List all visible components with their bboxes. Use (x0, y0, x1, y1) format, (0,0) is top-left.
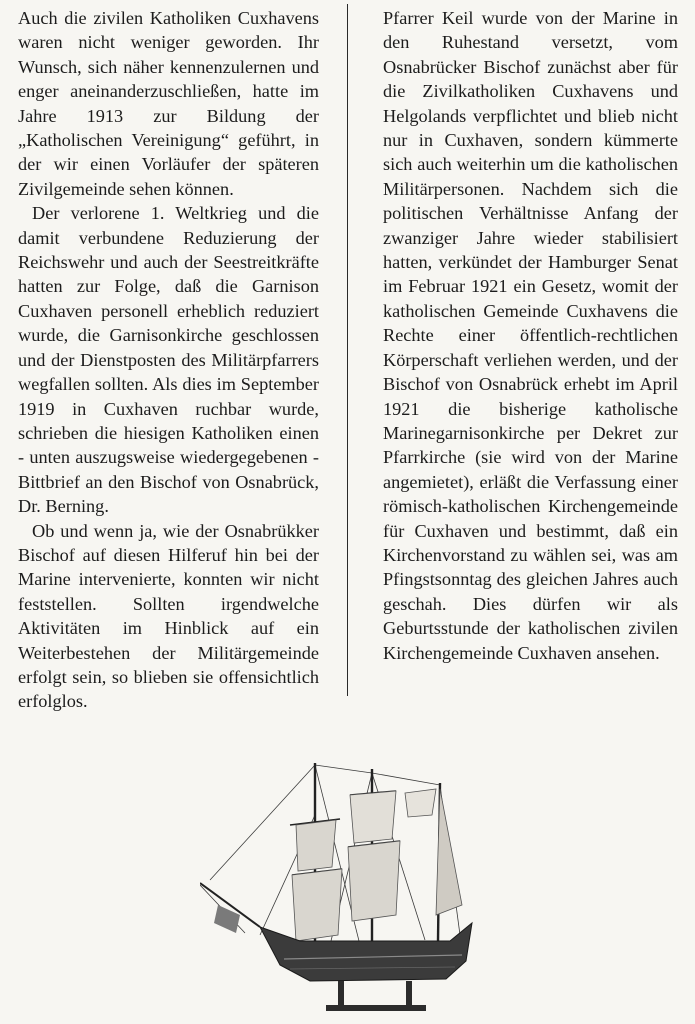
paragraph: Der verlorene 1. Weltkrieg und die damit verbundene Reduzierung der Reichswehr und auch der Seestreitkräfte hatten zur Folge, daß die Garnison Cuxhaven personell erheblich reduziert wurde, die Garnisonkirche geschlossen und der Dienstposten des Militärpfarrers wegfallen sollten. Als dies im September 1919 in Cuxhaven ruchbar wurde, schrieben die hiesigen Katholiken einen - unten auszugsweise wiedergegebenen - Bittbrief an den Bischof von Osnabrück, Dr. Berning. (18, 203, 319, 517)
paragraph: Ob und wenn ja, wie der Osnabrükker Bischof auf diesen Hilferuf hin bei der Marine intervenierte, konnten wir nicht feststellen. Sollten irgendwelche Aktivitäten im Hinblick auf ein Weiterbestehen der Militärgemeinde erfolgt sein, so blieben sie offensichtlich erfolglos. (18, 520, 319, 712)
paragraph: Pfarrer Keil wurde von der Marine in den Ruhestand versetzt, vom Osnabrücker Bischof zunächst aber für die Zivilkatholiken Cuxhavens und Helgolands verpflichtet und blieb nicht nur in Cuxhaven, sondern kümmerte sich auch weiterhin um die katholischen Militärpersonen. Nachdem sich die politischen Verhältnisse Anfang der zwanziger Jahre wieder stabilisiert hatten, verkündet der Hamburger Senat im Februar 1921 ein Gesetz, womit der katholischen Gemeinde Cuxhavens die Rechte einer öffentlich-rechtlichen Körperschaft verliehen werden, und der Bischof von Osnabrück erhebt im April 1921 die bisherige katholische Marinegarnisonkirche per Dekret zur Pfarrkirche (sie wird von der Marine angemietet), erläßt die Verfassung einer römisch-katholischen Kirchengemeinde für Cuxhaven und bestimmt, daß ein Kirchenvorstand zu wählen sei, was am Pfingstsonntag des gleichen Jahres auch geschah. Dies dürfen wir als Geburtsstunde der katholischen zivilen Kirchengemeinde Cuxhaven ansehen. (383, 8, 678, 663)
paragraph: Auch die zivilen Katholiken Cuxhavens waren nicht weniger geworden. Ihr Wunsch, sich näher kennenzulernen und enger aneinanderzuschließen, hatte im Jahre 1913 zur Bildung der „Katholischen Vereinigung“ geführt, in der wir einen Vorläufer der späteren Zivilgemeinde sehen können. (18, 8, 319, 199)
right-text-column (383, 6, 678, 665)
column-divider (347, 4, 348, 696)
left-text-column (18, 6, 319, 714)
sailing-ship-model-icon (200, 755, 490, 1017)
